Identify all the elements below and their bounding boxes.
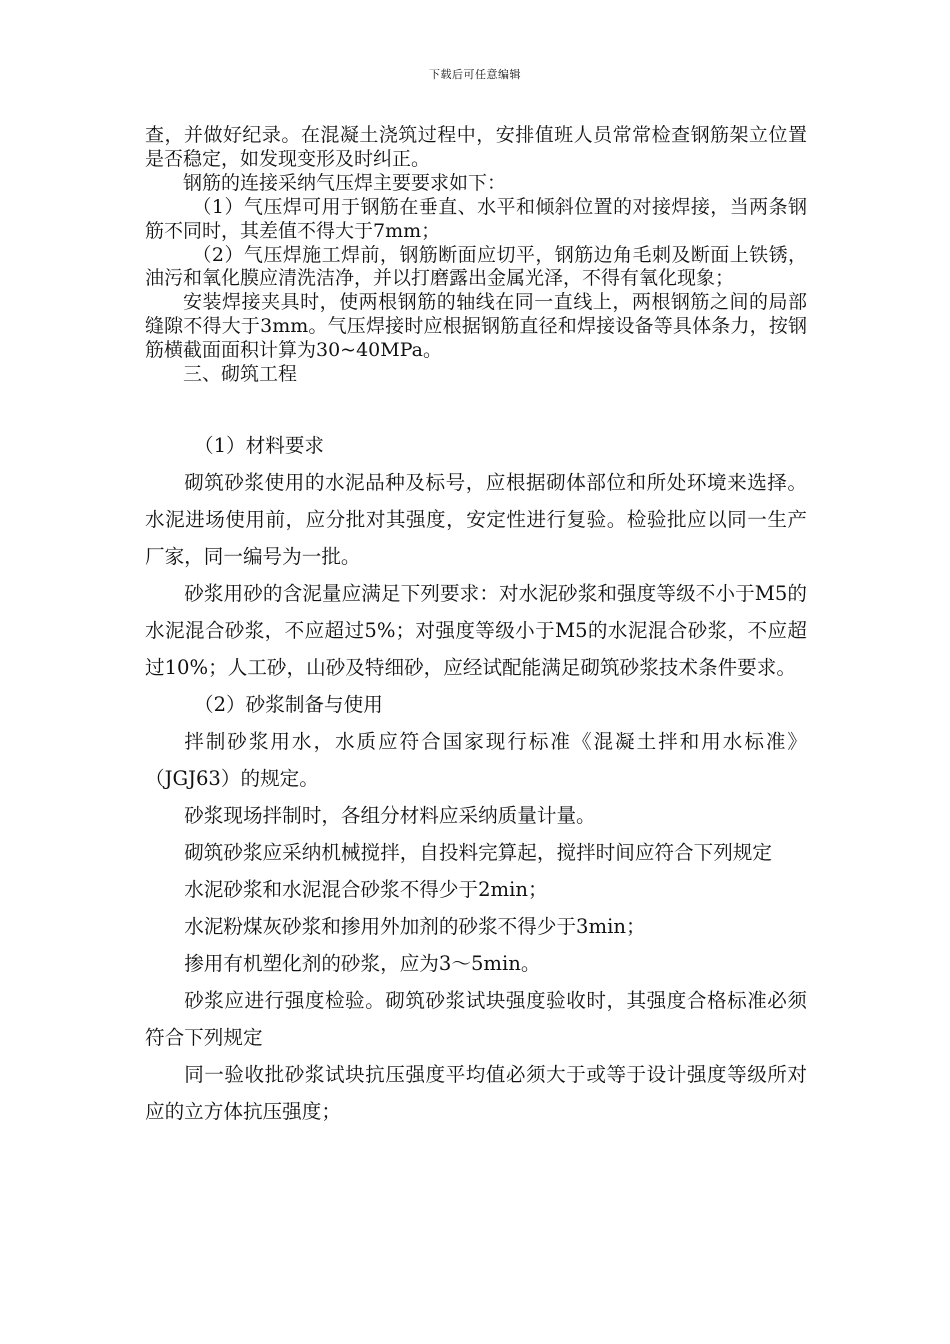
paragraph: 砂浆现场拌制时，各组分材料应采纳质量计量。 (184, 804, 596, 827)
list-item: 水泥粉煤灰砂浆和掺用外加剂的砂浆不得少于3min； (184, 915, 646, 938)
paragraph: 拌制砂浆用水，水质应符合国家现行标准《混凝土拌和用水标准》（JGJ63）的规定。 (145, 730, 807, 790)
list-item: 掺用有机塑化剂的砂浆，应为3～5min。 (184, 952, 541, 975)
list-item: 水泥砂浆和水泥混合砂浆不得少于2min； (184, 878, 548, 901)
paragraph: 安装焊接夹具时，使两根钢筋的轴线在同一直线上，两根钢筋之间的局部缝隙不得大于3mm。气压焊接时应根据钢筋直径和焊接设备等具体条力，按钢筋横截面面积计算为30~40MPa。 (145, 291, 807, 362)
paragraph: 同一验收批砂浆试块抗压强度平均值必须大于或等于设计强度等级所对应的立方体抗压强度； (145, 1063, 807, 1123)
paragraph: 砌筑砂浆应采纳机械搅拌，自投料完算起，搅拌时间应符合下列规定 (184, 841, 772, 864)
paragraph: （1）气压焊可用于钢筋在垂直、水平和倾斜位置的对接焊接，当两条钢筋不同时，其差值不得大于7mm； (145, 195, 807, 242)
section-heading: 三、砌筑工程 (183, 363, 298, 386)
paragraph: （2）气压焊施工焊前，钢筋断面应切平，钢筋边角毛刺及断面上铁锈，油污和氧化膜应清洗洁净，并以打磨露出金属光泽，不得有氧化现象； (145, 243, 807, 290)
document-body-upper (145, 124, 807, 387)
paragraph: 钢筋的连接采纳气压焊主要要求如下： (183, 171, 507, 194)
subsection-heading: （2）砂浆制备与使用 (194, 693, 383, 716)
page-header: 下载后可任意编辑 (429, 68, 521, 81)
paragraph: 砂浆用砂的含泥量应满足下列要求：对水泥砂浆和强度等级不小于M5的水泥混合砂浆，不应超过5%；对强度等级小于M5的水泥混合砂浆，不应超过10%；人工砂，山砂及特细砂，应经试配能满足砌筑砂浆技术条件要求。 (145, 582, 807, 679)
paragraph: 查，并做好纪录。在混凝土浇筑过程中，安排值班人员常常检查钢筋架立位置是否稳定，如发现变形及时纠正。 (145, 124, 807, 170)
paragraph: 砂浆应进行强度检验。砌筑砂浆试块强度验收时，其强度合格标准必须符合下列规定 (145, 989, 807, 1049)
subsection-heading: （1）材料要求 (194, 434, 325, 457)
paragraph: 砌筑砂浆使用的水泥品种及标号，应根据砌体部位和所处环境来选择。水泥进场使用前，应分批对其强度，安定性进行复验。检验批应以同一生产厂家，同一编号为一批。 (145, 471, 807, 568)
document-body-lower (145, 427, 807, 1130)
